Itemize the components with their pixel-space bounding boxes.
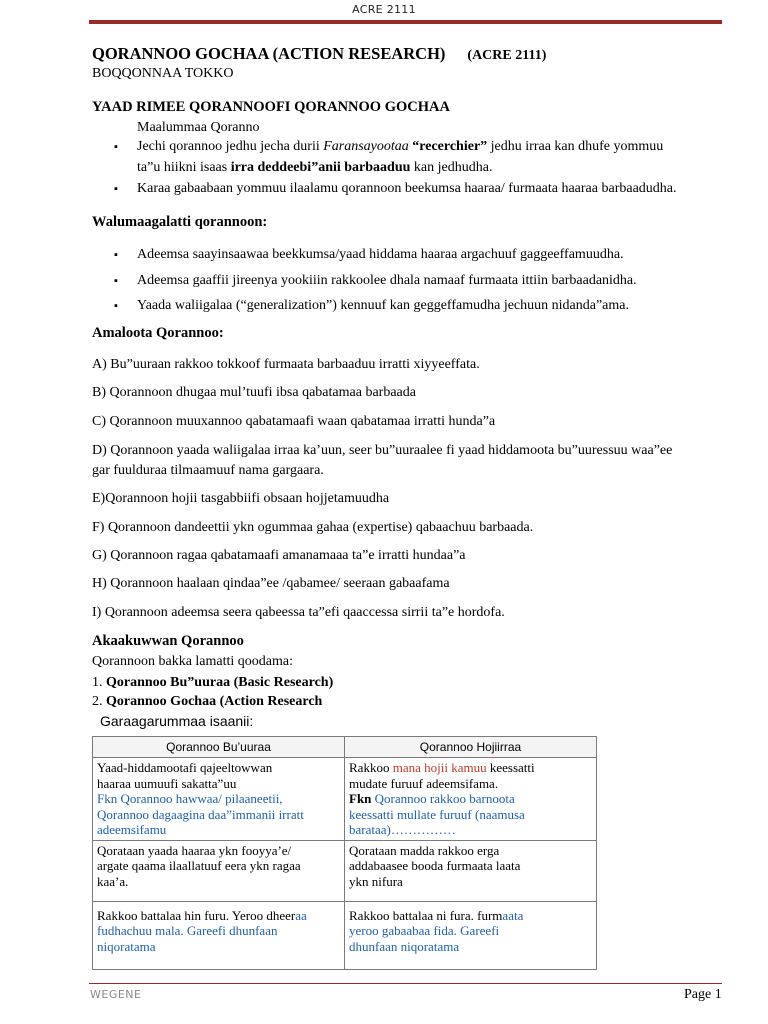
characteristic-item: I) Qorannoon adeemsa seera qabeessa ta”efi qaaccessa sirrii ta”e hordofa. [92, 605, 505, 620]
text-run: hojii [424, 760, 448, 775]
section4-intro: Qorannoon bakka lamatti qoodama: [92, 654, 293, 669]
characteristic-item: E)Qorannoon hojii tasgabbiifi obsaan hojjetamuudha [92, 491, 390, 506]
section2-bullet: Adeemsa gaaffii jireenya yookiiin rakkoolee dhala namaaf furmaata ittiin barbaadanidha. [137, 273, 637, 288]
text-run: aa [295, 907, 307, 923]
type-list-item [92, 694, 322, 710]
cell-line [97, 908, 340, 924]
comparison-table [92, 736, 597, 970]
text-run: Rakkoo [349, 760, 393, 775]
text-run: kan jedhudha. [410, 160, 493, 175]
column-header: Qorannoo Hojiirraa [345, 737, 597, 758]
header-rule [89, 20, 722, 24]
bold-term: irra deddeebi”anii barbaaduu [230, 160, 411, 175]
text-run: Qorannoo rakkoo barnoota [374, 791, 515, 806]
cell-line: haaraa uumuufi sakatta”uu [97, 775, 237, 791]
characteristic-item: C) Qorannoon muuxannoo qabatamaafi waan qabatamaa irratti hunda”a [92, 414, 496, 429]
table-row [93, 840, 597, 901]
cell-line: ykn nifura [349, 873, 403, 889]
bullet-marker: ▪ [114, 249, 118, 261]
bold-term: “recerchier” [412, 139, 488, 154]
cell-line: mudate furuuf adeemsifama. [349, 775, 499, 791]
section1-heading: YAAD RIMEE QORANNOOFI QORANNOO GOCHAA [92, 99, 450, 115]
table-cell [345, 901, 597, 969]
section2-heading: Walumaagalatti qorannoon: [92, 214, 268, 230]
table-cell [93, 758, 345, 841]
column-header: Qorannoo Bu’uuraa [93, 737, 345, 758]
cell-line [349, 760, 592, 776]
bullet-marker: ▪ [114, 183, 118, 195]
italic-term: Faransayootaa [323, 139, 409, 154]
cell-line: kaa’a. [97, 873, 129, 889]
text-run: Rakkoo battalaa ni fura. furm [349, 907, 503, 923]
page-number: Page 1 [684, 987, 722, 1002]
text-run: kamuu [451, 760, 487, 775]
characteristic-item: B) Qorannoon dhugaa mul’tuufi ibsa qabatamaa barbaada [92, 385, 416, 400]
table-cell [345, 840, 597, 901]
cell-line: Yaad-hiddamootafi qajeeltowwan [97, 760, 273, 775]
cell-line [349, 791, 592, 807]
list-number: 2. [92, 694, 103, 709]
cell-line: addabaasee booda furmaata laata [349, 858, 521, 873]
running-header: ACRE 2111 [352, 3, 416, 16]
section2-bullet: Yaada waliigalaa (“generalization”) kennuuf kan geggeffamudha jechuun nidanda”ama. [137, 298, 629, 313]
table-row [93, 758, 597, 841]
text-run: aata [502, 907, 524, 923]
characteristic-item: H) Qorannoon haalaan qindaa”ee /qabamee/ seeraan gabaafama [92, 576, 450, 591]
title-code: (ACRE 2111) [467, 48, 547, 63]
bullet-marker: ▪ [114, 300, 118, 312]
section4-heading: Akaakuwwan Qorannoo [92, 633, 244, 649]
characteristic-item: F) Qorannoon dandeettii ykn ogummaa gahaa (expertise) qabaachuu barbaada. [92, 520, 534, 535]
text-run: mana [392, 760, 421, 775]
section1-bullet2: Karaa gabaabaan yommuu ilaalamu qorannoon beekumsa haaraa/ furmaata haaraa barbaadudha. [137, 181, 677, 196]
cell-line: niqoratama [97, 938, 156, 954]
bullet-marker: ▪ [114, 141, 118, 153]
text-run: Rakkoo battalaa hin furu. Yeroo dheer [97, 907, 296, 923]
cell-line: argate qaama ilaallatuuf eera ykn ragaa [97, 858, 301, 873]
table-header-row [93, 737, 597, 758]
cell-line [97, 791, 340, 807]
chapter-subtitle: BOQQONNAA TOKKO [92, 66, 234, 81]
text-run: ta”u hiikni isaas [137, 160, 231, 175]
section2-bullet: Adeemsa saayinsaawaa beekkumsa/yaad hiddama haaraa argachuuf gaggeeffamuudha. [137, 247, 624, 262]
characteristic-item-cont: gar fuulduraa tilmaamuuf nama gargaara. [92, 463, 324, 478]
cell-line: fudhachuu mala. Gareefi dhunfaan [97, 923, 278, 938]
table-cell [93, 840, 345, 901]
text-run: Jechi qorannoo jedhu jecha durii [137, 139, 324, 154]
text-run: keessatti [486, 760, 535, 775]
cell-line [349, 908, 592, 924]
comparison-label: Garaagarummaa isaanii: [100, 713, 254, 729]
list-text: Qorannoo Bu”uuraa (Basic Research) [106, 675, 334, 690]
cell-line: Qorannoo dagaagina daa”immanii irratt [97, 806, 304, 822]
list-text: Qorannoo Gochaa (Action Research [106, 694, 323, 709]
footer-rule [89, 983, 722, 984]
cell-line: Qorataan yaada haaraa ykn fooyya’e/ [97, 842, 292, 858]
footer-author: WEGENE [90, 988, 142, 1001]
table-row [93, 901, 597, 969]
table-cell [93, 901, 345, 969]
cell-line: barataa)…………… [349, 822, 456, 837]
text-run: Qorannoo hawwaa/ pilaaneetii, [120, 791, 283, 806]
text-run: Fkn [97, 791, 121, 806]
text-run: Fkn [349, 791, 375, 806]
characteristic-item: G) Qorannoon ragaa qabatamaafi amanamaaa ta”e irratti hundaa”a [92, 548, 466, 563]
section3-heading: Amaloota Qorannoo: [92, 325, 224, 341]
table-cell [345, 758, 597, 841]
document-title [92, 44, 546, 64]
cell-line: dhunfaan niqoratama [349, 938, 460, 954]
type-list-item [92, 675, 333, 691]
bullet-marker: ▪ [114, 275, 118, 287]
section1-intro: Maalummaa Qoranno [137, 120, 260, 135]
title-text: QORANNOO GOCHAA (ACTION RESEARCH) [92, 44, 446, 63]
section1-bullet1-line2 [137, 160, 492, 176]
cell-line: Qorataan madda rakkoo erga [349, 842, 500, 858]
cell-line: yeroo gabaabaa fida. Gareefi [349, 923, 500, 938]
cell-line: keessatti mullate furuuf (naamusa [349, 806, 525, 822]
characteristic-item: A) Bu”uuraan rakkoo tokkoof furmaata barbaaduu irratti xiyyeeffata. [92, 357, 480, 372]
characteristic-item: D) Qorannoon yaada waliigalaa irraa ka’uun, seer bu”uuraalee fi yaad hiddamoota bu”uuressuu waa”ee [92, 443, 673, 458]
text-run: jedhu irraa kan dhufe yommuu [487, 139, 664, 154]
list-number: 1. [92, 675, 103, 690]
cell-line: adeemsifamu [97, 822, 167, 837]
section1-bullet1-line1 [137, 139, 663, 155]
